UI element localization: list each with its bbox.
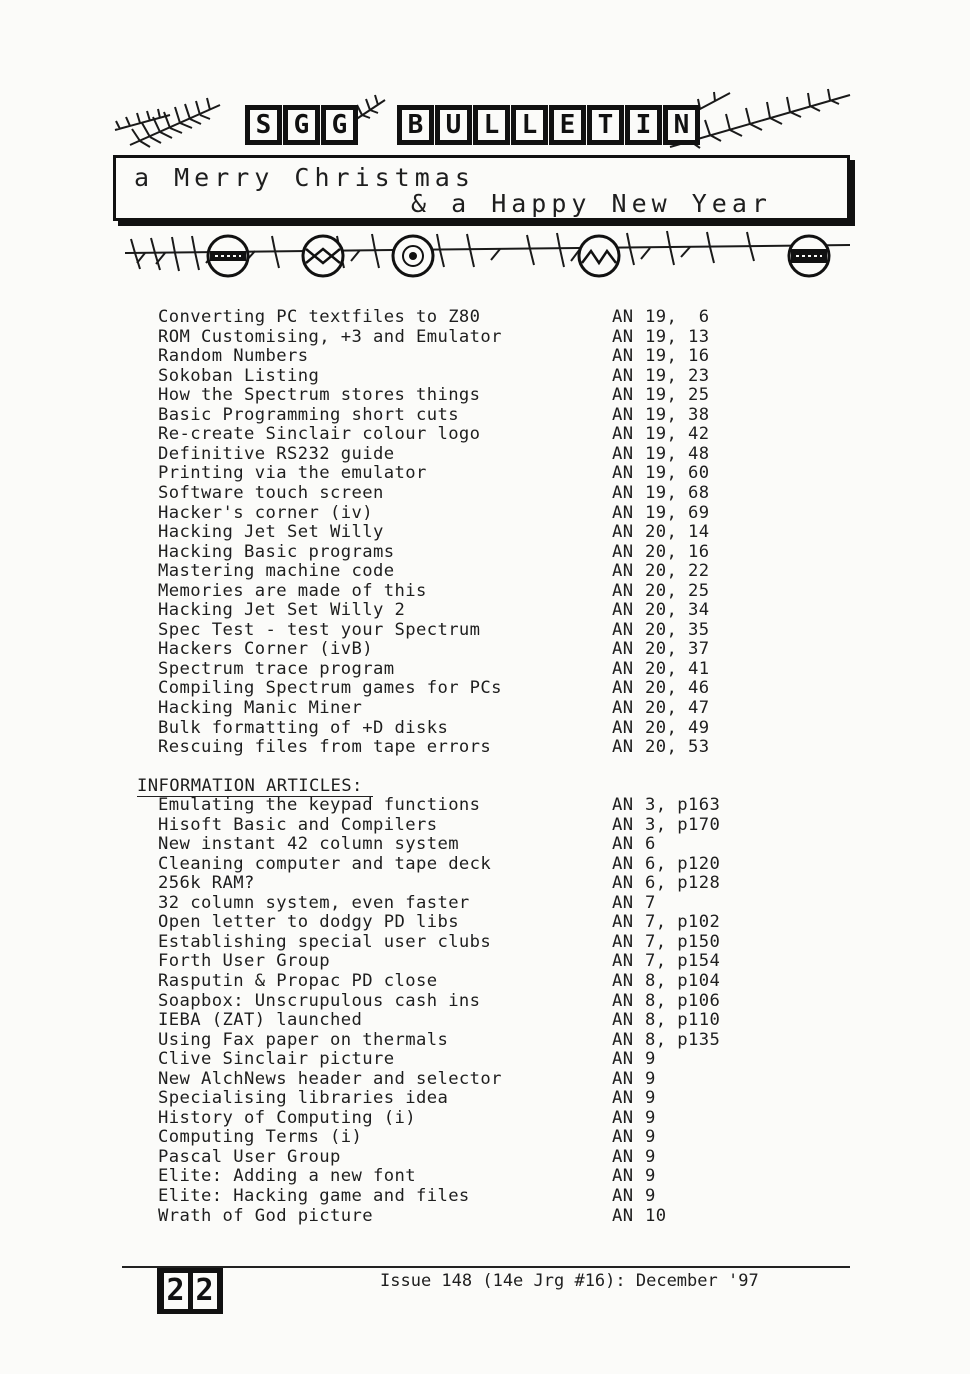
article-title: Specialising libraries idea (158, 1088, 449, 1109)
source-code: AN (612, 541, 634, 562)
issue-page-ref: 20, 25 (645, 580, 710, 601)
issue-page-ref: 20, 35 (645, 619, 710, 640)
issue-page-ref: 3, p170 (645, 814, 721, 835)
source-code: AN (612, 1088, 634, 1109)
issue-page-ref: 19, 38 (645, 404, 710, 425)
article-title: Establishing special user clubs (158, 931, 492, 952)
article-title: Elite: Hacking game and files (158, 1186, 470, 1206)
issue-page-ref: 9 (645, 1146, 656, 1167)
title-letter-box (549, 105, 586, 145)
source-code: AN (612, 385, 634, 406)
issue-page-ref: 9 (645, 1068, 656, 1089)
issue-page-ref: 8, p135 (645, 1029, 721, 1050)
source-code: AN (612, 970, 634, 991)
source-code: AN (612, 639, 634, 660)
issue-page-ref: 9 (645, 1166, 656, 1187)
article-title: Using Fax paper on thermals (158, 1029, 449, 1050)
source-code: AN (612, 502, 634, 523)
source-code: AN (612, 873, 634, 894)
source-code: AN (612, 482, 634, 503)
christmas-bauble-icon (576, 233, 622, 279)
issue-page-ref: 9 (645, 1049, 656, 1070)
article-title: 256k RAM? (158, 873, 255, 894)
article-title: Hisoft Basic and Compilers (158, 814, 438, 835)
issue-page-ref: 19, 25 (645, 385, 710, 406)
article-title: How the Spectrum stores things (158, 385, 481, 406)
source-code: AN (612, 1186, 634, 1206)
issue-page-ref: 19, 6 (645, 307, 710, 327)
article-title: Hacker's corner (iv) (158, 502, 373, 523)
source-code: AN (612, 1107, 634, 1128)
title-letter-box (511, 105, 548, 145)
source-code: AN (612, 404, 634, 425)
article-title: Mastering machine code (158, 561, 395, 582)
footer-rule (122, 1266, 850, 1268)
issue-page-ref: 6 (645, 834, 656, 855)
source-code: AN (612, 658, 634, 679)
source-code: AN (612, 698, 634, 718)
article-title: Random Numbers (158, 346, 309, 367)
issue-page-ref: 20, 37 (645, 639, 710, 660)
article-title: Bulk formatting of +D disks (158, 717, 449, 738)
source-code: AN (612, 853, 634, 874)
source-code: AN (612, 951, 634, 972)
source-code: AN (612, 834, 634, 855)
source-code: AN (612, 365, 634, 386)
article-title: Memories are made of this (158, 580, 427, 601)
issue-page-ref: 19, 23 (645, 365, 710, 386)
issue-page-ref: 7, p150 (645, 931, 721, 952)
greeting-box (113, 155, 850, 221)
issue-page-ref: 9 (645, 1107, 656, 1128)
issue-page-ref: 20, 22 (645, 561, 710, 582)
article-title: Emulating the keypad functions (158, 795, 481, 815)
source-code: AN (612, 678, 634, 699)
source-code: AN (612, 990, 634, 1011)
article-title: IEBA (ZAT) launched (158, 1010, 363, 1031)
title-letter: S (250, 110, 277, 140)
issue-page-ref: 19, 69 (645, 502, 710, 523)
issue-page-ref: 19, 68 (645, 482, 710, 503)
source-code: AN (612, 307, 634, 327)
issue-page-ref: 20, 47 (645, 698, 710, 718)
issue-page-ref: 10 (645, 1205, 667, 1226)
article-title: New instant 42 column system (158, 834, 459, 855)
title-letter: U (440, 110, 467, 140)
article-title: History of Computing (i) (158, 1107, 416, 1128)
title-letter-box (321, 105, 358, 145)
christmas-bauble-icon (786, 233, 832, 279)
source-code: AN (612, 1029, 634, 1050)
issue-page-ref: 19, 60 (645, 463, 710, 484)
issue-page-ref: 7, p154 (645, 951, 721, 972)
title-letter-box (245, 105, 282, 145)
source-code: AN (612, 580, 634, 601)
source-code: AN (612, 1010, 634, 1031)
source-code: AN (612, 346, 634, 367)
issue-page-ref: 6, p128 (645, 873, 721, 894)
title-letter: I (630, 110, 657, 140)
article-title: Pascal User Group (158, 1146, 341, 1167)
issue-page-ref: 9 (645, 1127, 656, 1148)
title-letter: E (554, 110, 581, 140)
page-number-box (157, 1268, 223, 1314)
title-letter-box (587, 105, 624, 145)
source-code: AN (612, 463, 634, 484)
article-title: Hacking Jet Set Willy 2 (158, 600, 406, 621)
title-letter: L (478, 110, 505, 140)
title-letter: G (326, 110, 353, 140)
source-code: AN (612, 1205, 634, 1226)
source-code: AN (612, 600, 634, 621)
source-code: AN (612, 522, 634, 543)
article-title: Definitive RS232 guide (158, 443, 395, 464)
title-letter-box (283, 105, 320, 145)
page-number-digit: 2 (164, 1273, 188, 1309)
greeting-line-1: a Merry Christmas (134, 163, 475, 192)
issue-page-ref: 20, 49 (645, 717, 710, 738)
issue-page-ref: 6, p120 (645, 853, 721, 874)
title-letter-box (625, 105, 662, 145)
greeting-line-2: & a Happy New Year (411, 189, 772, 218)
article-title: Clive Sinclair picture (158, 1049, 395, 1070)
article-title: Soapbox: Unscrupulous cash ins (158, 990, 481, 1011)
title-letter-box (663, 105, 700, 145)
article-title: Cleaning computer and tape deck (158, 853, 492, 874)
christmas-bauble-icon (300, 233, 346, 279)
issue-page-ref: 20, 34 (645, 600, 710, 621)
issue-line: Issue 148 (14e Jrg #16): December '97 (380, 1271, 759, 1291)
source-code: AN (612, 892, 634, 913)
article-title: Elite: Adding a new font (158, 1166, 416, 1187)
issue-page-ref: 8, p106 (645, 990, 721, 1011)
title-letter: N (668, 110, 695, 140)
source-code: AN (612, 737, 634, 758)
article-title: Computing Terms (i) (158, 1127, 363, 1148)
title-letter-box (397, 105, 434, 145)
source-code: AN (612, 1127, 634, 1148)
article-title: Compiling Spectrum games for PCs (158, 678, 502, 699)
article-title: Open letter to dodgy PD libs (158, 912, 459, 933)
article-title: Rasputin & Propac PD close (158, 970, 438, 991)
article-title: Forth User Group (158, 951, 330, 972)
source-code: AN (612, 561, 634, 582)
article-title: Hacking Basic programs (158, 541, 395, 562)
article-title: ROM Customising, +3 and Emulator (158, 326, 502, 347)
article-title: 32 column system, even faster (158, 892, 470, 913)
article-title: Re-create Sinclair colour logo (158, 424, 481, 445)
article-title: Spectrum trace program (158, 658, 395, 679)
issue-page-ref: 19, 16 (645, 346, 710, 367)
article-title: Software touch screen (158, 482, 384, 503)
title-letter: T (592, 110, 619, 140)
source-code: AN (612, 326, 634, 347)
article-title: Wrath of God picture (158, 1205, 373, 1226)
issue-page-ref: 20, 14 (645, 522, 710, 543)
article-title: Hacking Manic Miner (158, 698, 363, 718)
source-code: AN (612, 931, 634, 952)
issue-page-ref: 20, 46 (645, 678, 710, 699)
christmas-bauble-icon (205, 233, 251, 279)
source-code: AN (612, 795, 634, 815)
article-title: Basic Programming short cuts (158, 404, 459, 425)
source-code: AN (612, 814, 634, 835)
source-code: AN (612, 619, 634, 640)
issue-page-ref: 8, p110 (645, 1010, 721, 1031)
page-number-digit: 2 (193, 1273, 217, 1309)
issue-page-ref: 9 (645, 1088, 656, 1109)
source-code: AN (612, 717, 634, 738)
source-code: AN (612, 912, 634, 933)
source-code: AN (612, 1068, 634, 1089)
source-code: AN (612, 443, 634, 464)
issue-page-ref: 19, 42 (645, 424, 710, 445)
title-letter: L (516, 110, 543, 140)
header-banner (110, 85, 860, 285)
section-heading: INFORMATION ARTICLES: (137, 776, 373, 797)
article-title: Rescuing files from tape errors (158, 737, 492, 758)
article-title: Hacking Jet Set Willy (158, 522, 384, 543)
article-title: Printing via the emulator (158, 463, 427, 484)
issue-page-ref: 20, 16 (645, 541, 710, 562)
article-title: Converting PC textfiles to Z80 (158, 307, 481, 327)
issue-page-ref: 8, p104 (645, 970, 721, 991)
christmas-bauble-icon (390, 233, 436, 279)
title-letter: B (402, 110, 429, 140)
title-letter-box (473, 105, 510, 145)
article-title: Spec Test - test your Spectrum (158, 619, 481, 640)
issue-page-ref: 20, 53 (645, 737, 710, 758)
issue-page-ref: 20, 41 (645, 658, 710, 679)
article-title: New AlchNews header and selector (158, 1068, 502, 1089)
issue-page-ref: 9 (645, 1186, 656, 1206)
source-code: AN (612, 1166, 634, 1187)
title-letter: G (288, 110, 315, 140)
title-letter-box (435, 105, 472, 145)
source-code: AN (612, 1146, 634, 1167)
issue-page-ref: 7, p102 (645, 912, 721, 933)
issue-page-ref: 3, p163 (645, 795, 721, 815)
source-code: AN (612, 424, 634, 445)
issue-page-ref: 19, 48 (645, 443, 710, 464)
article-title: Hackers Corner (ivB) (158, 639, 373, 660)
source-code: AN (612, 1049, 634, 1070)
issue-page-ref: 19, 13 (645, 326, 710, 347)
article-title: Sokoban Listing (158, 365, 320, 386)
issue-page-ref: 7 (645, 892, 656, 913)
